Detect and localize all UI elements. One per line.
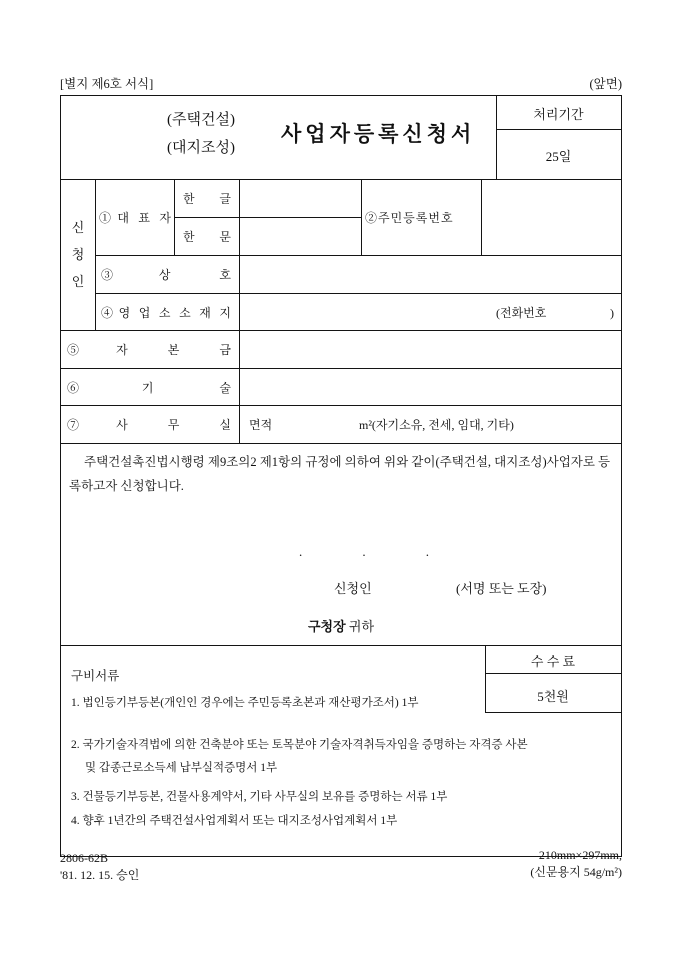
capital-field bbox=[239, 330, 621, 368]
document-item-1: 1. 법인등기부등본(개인인 경우에는 주민등록초본과 재산평가조서) 1부 bbox=[71, 697, 419, 709]
documents-section-label: 구비서류 bbox=[71, 669, 120, 683]
statement-applicant-label: 신청인 bbox=[334, 581, 372, 596]
recipient-title: 구청장 bbox=[307, 619, 346, 634]
office-area-label: 면적 bbox=[249, 418, 273, 432]
office-address-field bbox=[239, 293, 489, 330]
form-title: 사업자등록신청서 bbox=[281, 122, 476, 146]
form-title-paren-1: (주택건설) bbox=[167, 112, 235, 128]
representative-hangul-field bbox=[239, 179, 361, 217]
recipient-suffix: 귀하 bbox=[348, 619, 375, 634]
document-item-2-line-2: 및 갑종근로소득세 납부실적증명서 1부 bbox=[85, 762, 278, 774]
divider bbox=[174, 179, 175, 255]
resident-number-label: ②주민등록번호 bbox=[365, 211, 454, 225]
statement-date-dots: . . . bbox=[299, 544, 429, 559]
divider bbox=[361, 179, 362, 255]
form-table bbox=[60, 95, 622, 857]
paper-spec-note: (신문용지 54g/m²) bbox=[530, 865, 622, 879]
office-label: ⑦사 무 실 bbox=[67, 418, 231, 432]
divider bbox=[95, 179, 96, 330]
divider bbox=[61, 443, 621, 444]
resident-number-field bbox=[481, 179, 621, 255]
approval-note: '81. 12. 15. 승인 bbox=[60, 868, 140, 882]
technology-field bbox=[239, 368, 621, 405]
divider bbox=[61, 405, 621, 406]
document-item-2-line-1: 2. 국가기술자격법에 의한 건축분야 또는 토목분야 기술자격취득자임을 증명하는 자격증 사본 bbox=[71, 739, 528, 751]
fee-label: 수 수 료 bbox=[530, 654, 576, 669]
phone-number-label: (전화번호 ) bbox=[496, 306, 614, 320]
divider bbox=[485, 712, 621, 713]
divider bbox=[61, 645, 621, 646]
representative-hanja-label: 한 문 bbox=[183, 230, 231, 244]
document-item-3: 3. 건물등기부등본, 건물사용계약서, 기타 사무실의 보유를 증명하는 서류 1부 bbox=[71, 791, 448, 803]
divider bbox=[496, 129, 621, 130]
representative-hanja-field bbox=[239, 217, 361, 255]
signature-note: (서명 또는 도장) bbox=[456, 581, 547, 596]
recipient-line bbox=[61, 616, 621, 635]
processing-period-value: 25일 bbox=[545, 149, 572, 164]
representative-hangul-label: 한 글 bbox=[183, 192, 231, 206]
representative-label: ①대 표 자 bbox=[99, 211, 171, 225]
office-area-unit: m²(자기소유, 전세, 임대, 기타) bbox=[359, 418, 514, 432]
applicant-group-label: 신청인 bbox=[71, 220, 85, 289]
trade-name-label: ③상 호 bbox=[101, 268, 231, 282]
statement-body: 주택건설촉진법시행령 제9조의2 제1항의 규정에 의하여 위와 같이(주택건설, 대지조성)사업자로 등록하고자 신청합니다. bbox=[69, 455, 611, 493]
form-code: 2806-62B bbox=[60, 851, 108, 865]
fee-value: 5천원 bbox=[537, 689, 569, 704]
annex-note: [별지 제6호 서식] bbox=[60, 77, 154, 91]
technology-label: ⑥기 술 bbox=[67, 381, 231, 395]
capital-label: ⑤자 본 금 bbox=[67, 343, 231, 357]
form-title-paren-2: (대지조성) bbox=[167, 140, 235, 156]
front-side-note: (앞면) bbox=[589, 77, 622, 91]
document-item-4: 4. 향후 1년간의 주택건설사업계획서 또는 대지조성사업계획서 1부 bbox=[71, 815, 398, 827]
paper-size-note: 210mm×297mm, bbox=[538, 848, 622, 862]
trade-name-field bbox=[239, 255, 621, 293]
processing-period-label: 처리기간 bbox=[533, 107, 584, 122]
office-address-label: ④영 업 소 소 재 지 bbox=[101, 306, 231, 320]
divider bbox=[485, 673, 621, 674]
